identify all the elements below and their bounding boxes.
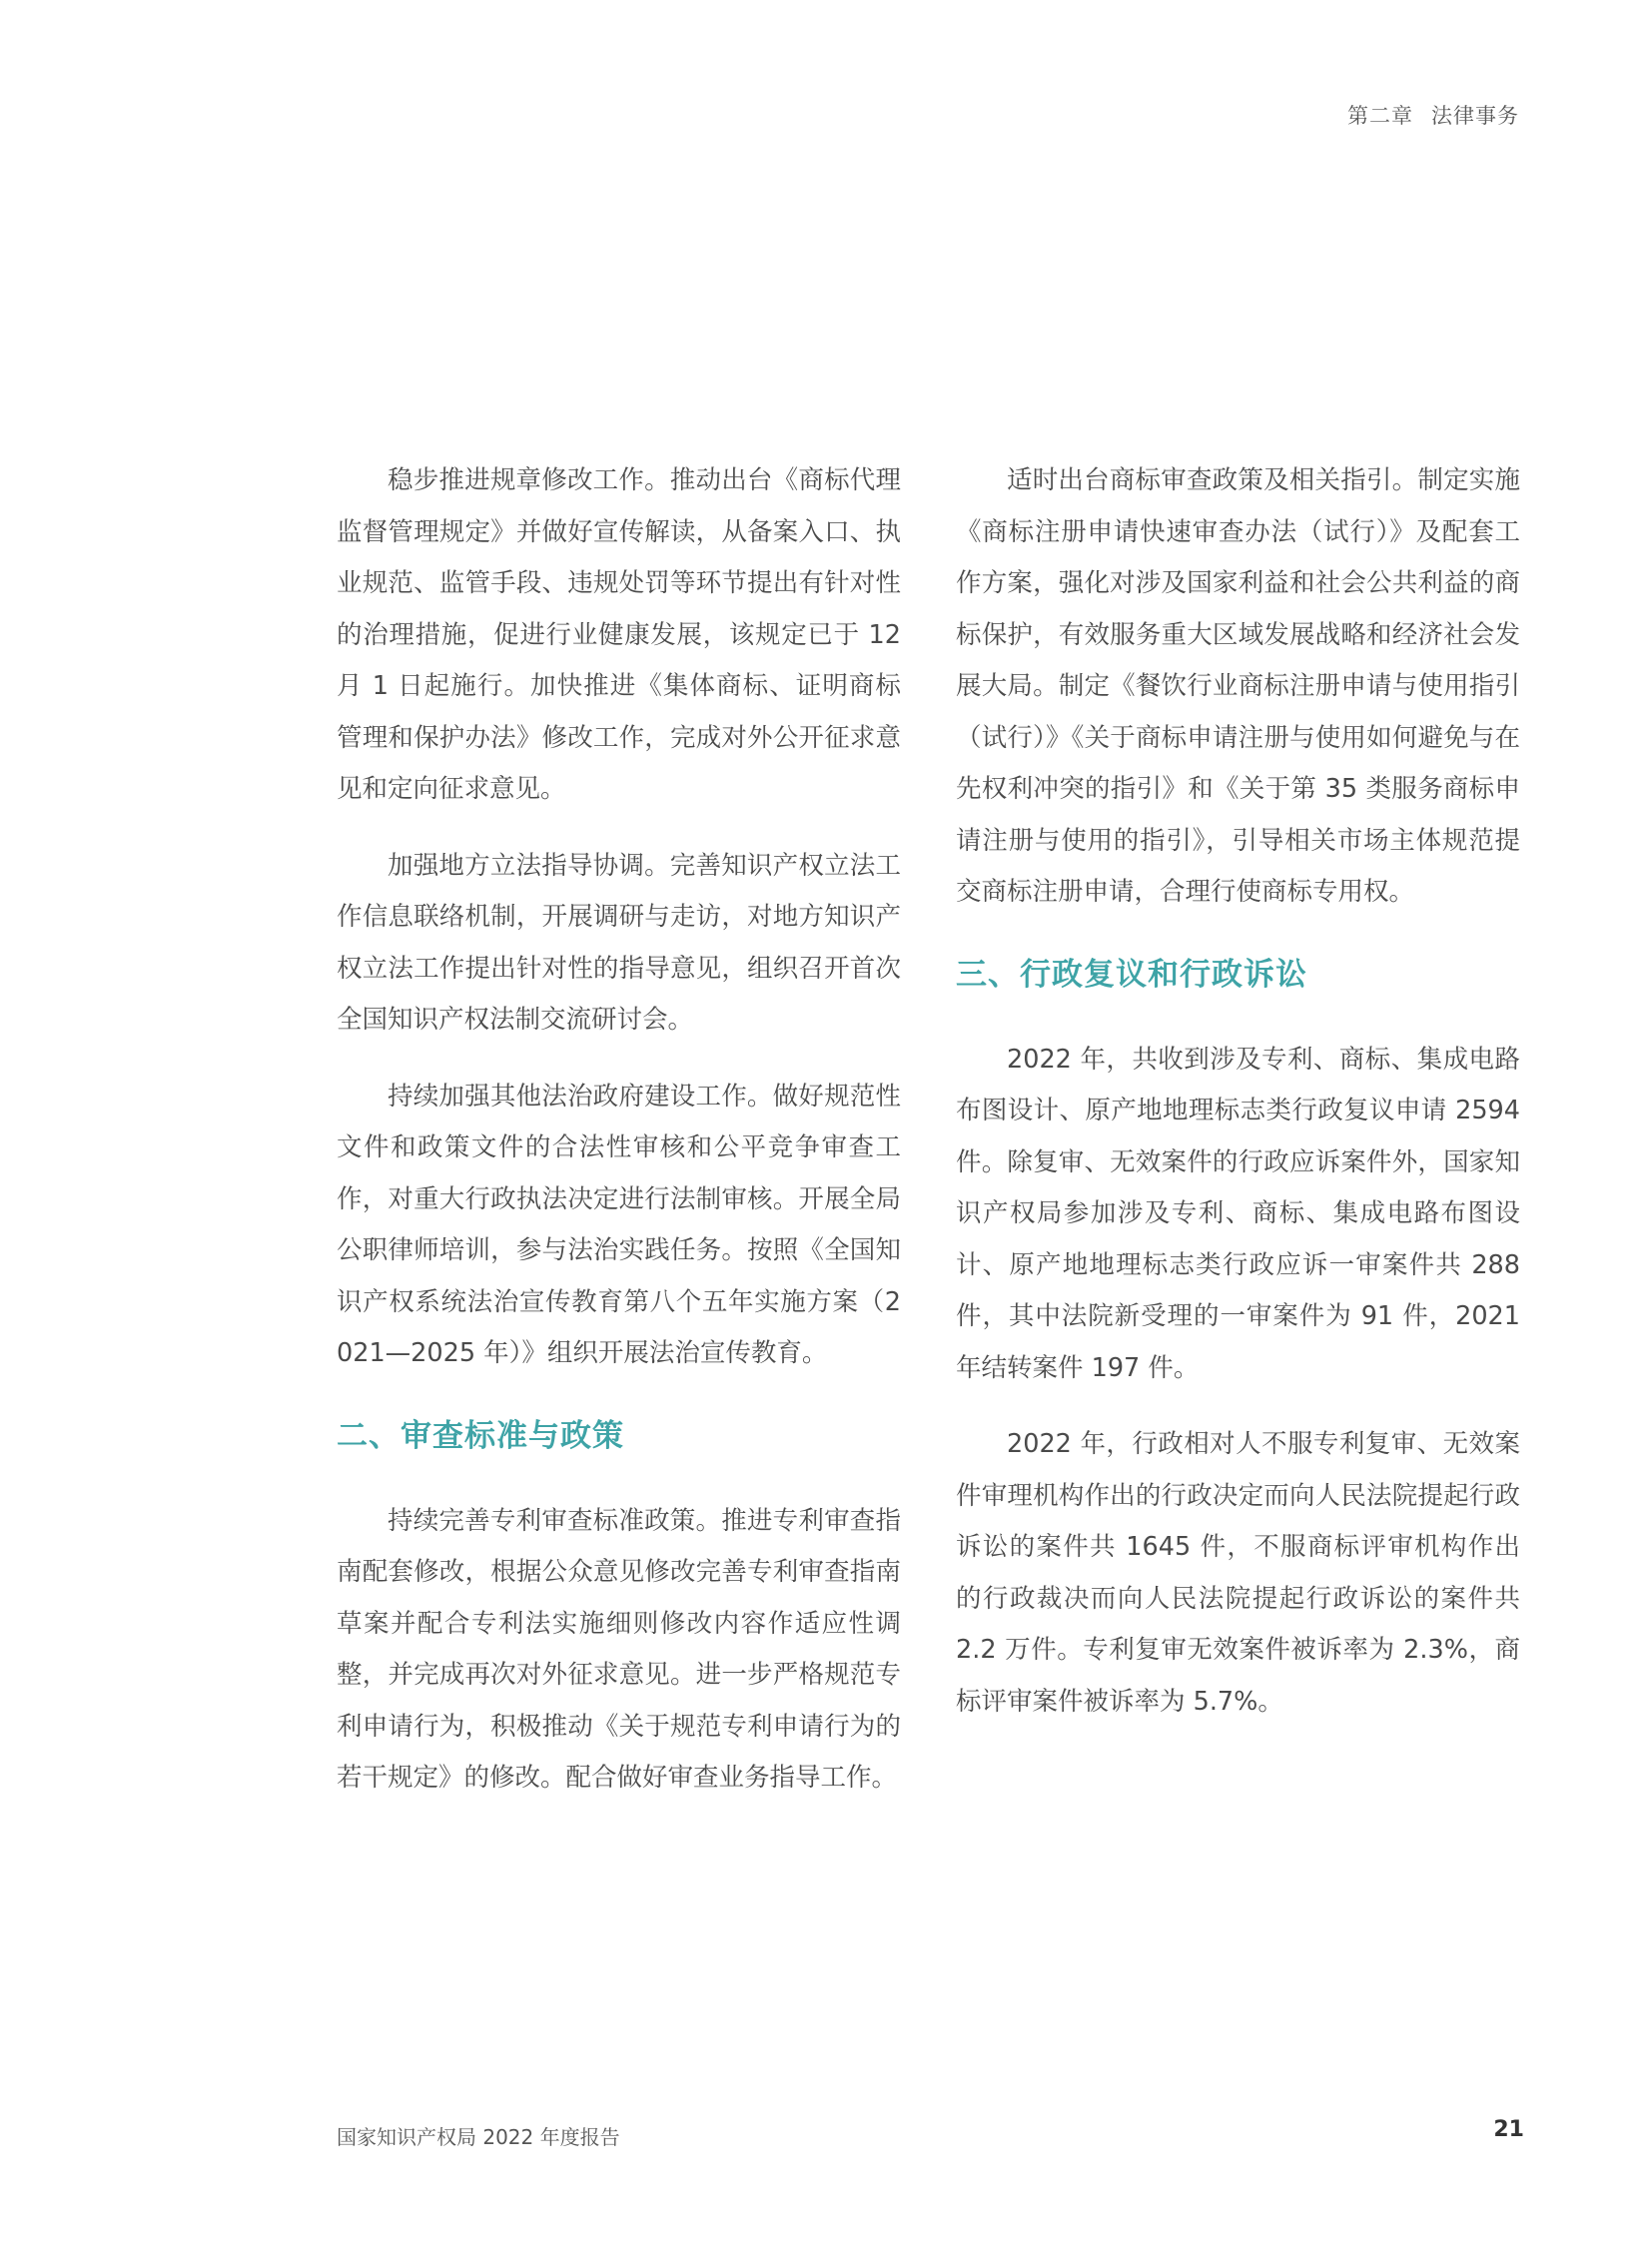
- paragraph-regulation-revision: 稳步推进规章修改工作。推动出台《商标代理监督管理规定》并做好宣传解读，从备案入口、执业规范、监管手段、违规处罚等环节提出有针对性的治理措施，促进行业健康发展，该规定已于 12 月 1 日起施行。加快推进《集体商标、证明商标管理和保护办法》修改工作，完成对外公开征求意见和定向征求意见。: [337, 465, 901, 804]
- paragraph-rule-of-law-government: 持续加强其他法治政府建设工作。做好规范性文件和政策文件的合法性审核和公平竞争审查工作，对重大行政执法决定进行法制审核。开展全局公职律师培训，参与法治实践任务。按照《全国知识产权系统法治宣传教育第八个五年实施方案（2021—2025 年）》组织开展法治宣传教育。: [337, 1081, 901, 1368]
- left-column: [337, 455, 901, 1830]
- footer-report-title: 国家知识产权局 2022 年度报告: [337, 2125, 620, 2149]
- chapter-section-label: 法律事务: [1431, 104, 1519, 128]
- paragraph-administrative-review-cases: 2022 年，共收到涉及专利、商标、集成电路布图设计、原产地地理标志类行政复议申请 2594 件。除复审、无效案件的行政应诉案件外，国家知识产权局参加涉及专利、商标、集成电路布图设计、原产地地理标志类行政应诉一审案件共 288 件，其中法院新受理的一审案件为 91 件，2021 年结转案件 197 件。: [956, 1044, 1520, 1383]
- paragraph-local-legislation: 加强地方立法指导协调。完善知识产权立法工作信息联络机制，开展调研与走访，对地方知识产权立法工作提出针对性的指导意见，组织召开首次全国知识产权法制交流研讨会。: [337, 850, 901, 1035]
- paragraph-trademark-policy: 适时出台商标审查政策及相关指引。制定实施《商标注册申请快速审查办法（试行）》及配套工作方案，强化对涉及国家利益和社会公共利益的商标保护，有效服务重大区域发展战略和经济社会发展大局。制定《餐饮行业商标注册申请与使用指引（试行）》《关于商标申请注册与使用如何避免与在先权利冲突的指引》和《关于第 35 类服务商标申请注册与使用的指引》，引导相关市场主体规范提交商标注册申请，合理行使商标专用权。: [956, 465, 1520, 907]
- right-column: [956, 455, 1520, 1753]
- page-number: 21: [1493, 2117, 1524, 2142]
- chapter-label: 第二章: [1347, 104, 1413, 128]
- section-title-examination-standards: 二、审查标准与政策: [337, 1417, 624, 1454]
- chapter-header: [1347, 100, 1519, 130]
- paragraph-patent-examination-standards: 持续完善专利审查标准政策。推进专利审查指南配套修改，根据公众意见修改完善专利审查指南草案并配合专利法实施细则修改内容作适应性调整，并完成再次对外征求意见。进一步严格规范专利申请行为，积极推动《关于规范专利申请行为的若干规定》的修改。配合做好审查业务指导工作。: [337, 1505, 901, 1793]
- paragraph-administrative-litigation-cases: 2022 年，行政相对人不服专利复审、无效案件审理机构作出的行政决定而向人民法院提起行政诉讼的案件共 1645 件，不服商标评审机构作出的行政裁决而向人民法院提起行政诉讼的案件共 2.2 万件。专利复审无效案件被诉率为 2.3%，商标评审案件被诉率为 5.7%。: [956, 1429, 1520, 1717]
- section-title-administrative-review: 三、行政复议和行政诉讼: [956, 956, 1307, 993]
